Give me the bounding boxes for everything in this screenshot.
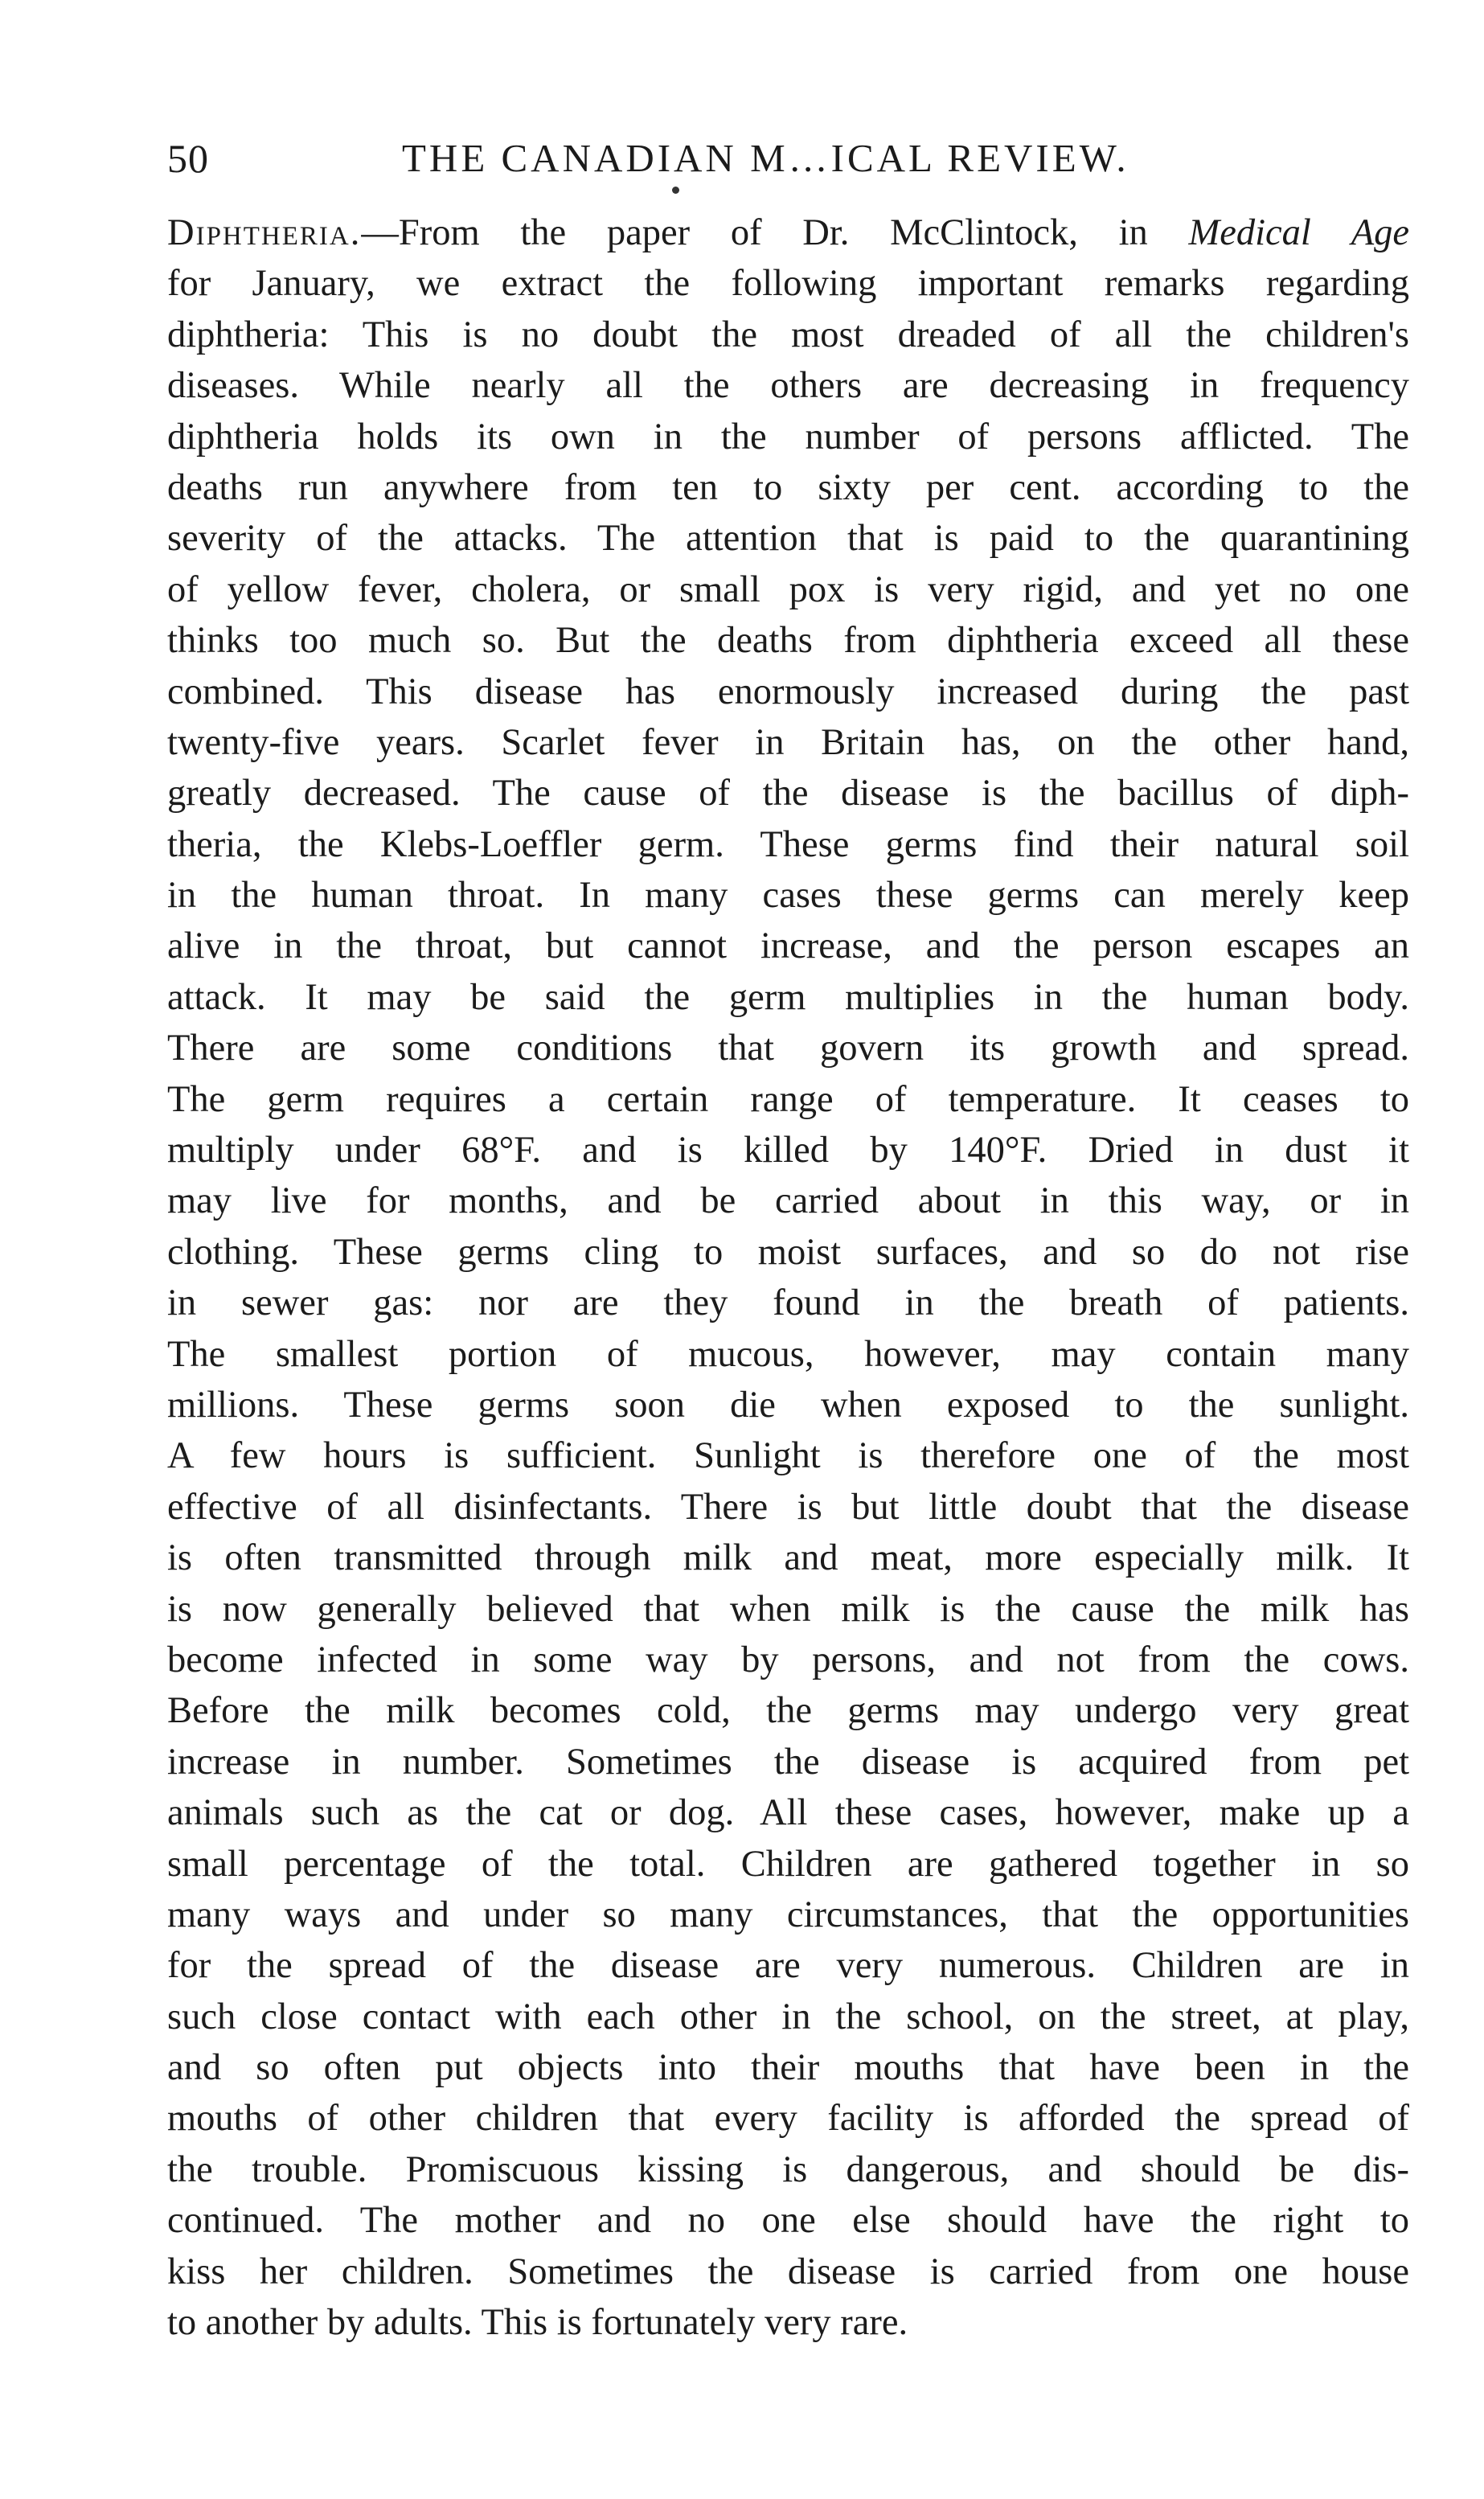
text-line: diphtheria holds its own in the number of persons afflicted. The	[167, 416, 1409, 458]
text-line: The smallest portion of mucous, however, may contain many	[167, 1333, 1409, 1375]
page-number: 50	[167, 136, 209, 181]
text-line: theria, the Klebs-Loeffler germ. These germs find their natural soil	[167, 823, 1409, 865]
text-line: become infected in some way by persons, and not from the cows.	[167, 1639, 1409, 1680]
text-line: of yellow fever, cholera, or small pox is very rigid, and yet no one	[167, 568, 1409, 610]
journal-title: THE CANADIAN M…ICAL REVIEW.	[402, 136, 1129, 180]
article-intro: —From the paper of Dr. McClintock, in	[361, 212, 1148, 253]
text-line: mouths of other children that every facility is afforded the spread of	[167, 2098, 1409, 2140]
text-line: small percentage of the total. Children are gathered together in so	[167, 1843, 1409, 1885]
text-line: There are some conditions that govern its growth and spread.	[167, 1028, 1409, 1069]
text-line: kiss her children. Sometimes the disease is carried from one house	[167, 2251, 1409, 2292]
text-line: such close contact with each other in the school, on the street, at play,	[167, 1996, 1409, 2037]
text-line: is often transmitted through milk and meat, more especially milk. It	[167, 1537, 1409, 1579]
text-line: and so often put objects into their mouths that have been in the	[167, 2047, 1409, 2089]
text-line: thinks too much so. But the deaths from diphtheria exceed all these	[167, 620, 1409, 662]
text-line: Before the milk becomes cold, the germs may undergo very great	[167, 1690, 1409, 1732]
ornament-dot	[672, 187, 679, 194]
article-first-line	[167, 207, 1409, 258]
text-line: in the human throat. In many cases these germs can merely keep	[167, 875, 1409, 917]
text-line: animals such as the cat or dog. All these cases, however, make up a	[167, 1792, 1409, 1834]
text-line: alive in the throat, but cannot increase, and the person escapes an	[167, 925, 1409, 967]
article-lines	[167, 258, 1409, 2348]
text-line: may live for months, and be carried about in this way, or in	[167, 1180, 1409, 1222]
text-line: is now generally believed that when milk is the cause the milk has	[167, 1588, 1409, 1630]
text-line: increase in number. Sometimes the disease is acquired from pet	[167, 1741, 1409, 1783]
text-line: many ways and under so many circumstances, that the opportunities	[167, 1894, 1409, 1935]
text-line: in sewer gas: nor are they found in the breath of patients.	[167, 1282, 1409, 1324]
article-body	[167, 207, 1409, 2348]
text-line: clothing. These germs cling to moist surfaces, and so do not rise	[167, 1231, 1409, 1273]
text-line: greatly decreased. The cause of the disease is the bacillus of diph-	[167, 773, 1409, 815]
running-head	[167, 135, 1445, 191]
text-line: diphtheria: This is no doubt the most dreaded of all the children's	[167, 314, 1409, 355]
text-line: twenty-five years. Scarlet fever in Britain has, on the other hand,	[167, 721, 1409, 763]
text-line: severity of the attacks. The attention that is paid to the quarantining	[167, 518, 1409, 560]
text-line: effective of all disinfectants. There is but little doubt that the disease	[167, 1486, 1409, 1528]
text-line: to another by adults. This is fortunately very rare.	[167, 2302, 908, 2344]
text-line: deaths run anywhere from ten to sixty per cent. according to the	[167, 466, 1409, 508]
text-line: for the spread of the disease are very numerous. Children are in	[167, 1945, 1409, 1987]
text-line: A few hours is sufficient. Sunlight is therefore one of the most	[167, 1435, 1409, 1477]
article-heading: Diphtheria.	[167, 212, 362, 253]
text-line: continued. The mother and no one else should have the right to	[167, 2200, 1409, 2242]
text-line: millions. These germs soon die when exposed to the sunlight.	[167, 1384, 1409, 1426]
text-line: the trouble. Promiscuous kissing is dangerous, and should be dis-	[167, 2148, 1409, 2190]
text-line: diseases. While nearly all the others are decreasing in frequency	[167, 365, 1409, 407]
text-line: attack. It may be said the germ multiplies in the human body.	[167, 976, 1409, 1018]
text-line: combined. This disease has enormously increased during the past	[167, 671, 1409, 712]
text-line: for January, we extract the following important remarks regarding	[167, 263, 1409, 305]
text-line: multiply under 68°F. and is killed by 140°F. Dried in dust it	[167, 1130, 1409, 1172]
text-line: The germ requires a certain range of temperature. It ceases to	[167, 1078, 1409, 1120]
source-title: Medical Age	[1188, 212, 1409, 253]
